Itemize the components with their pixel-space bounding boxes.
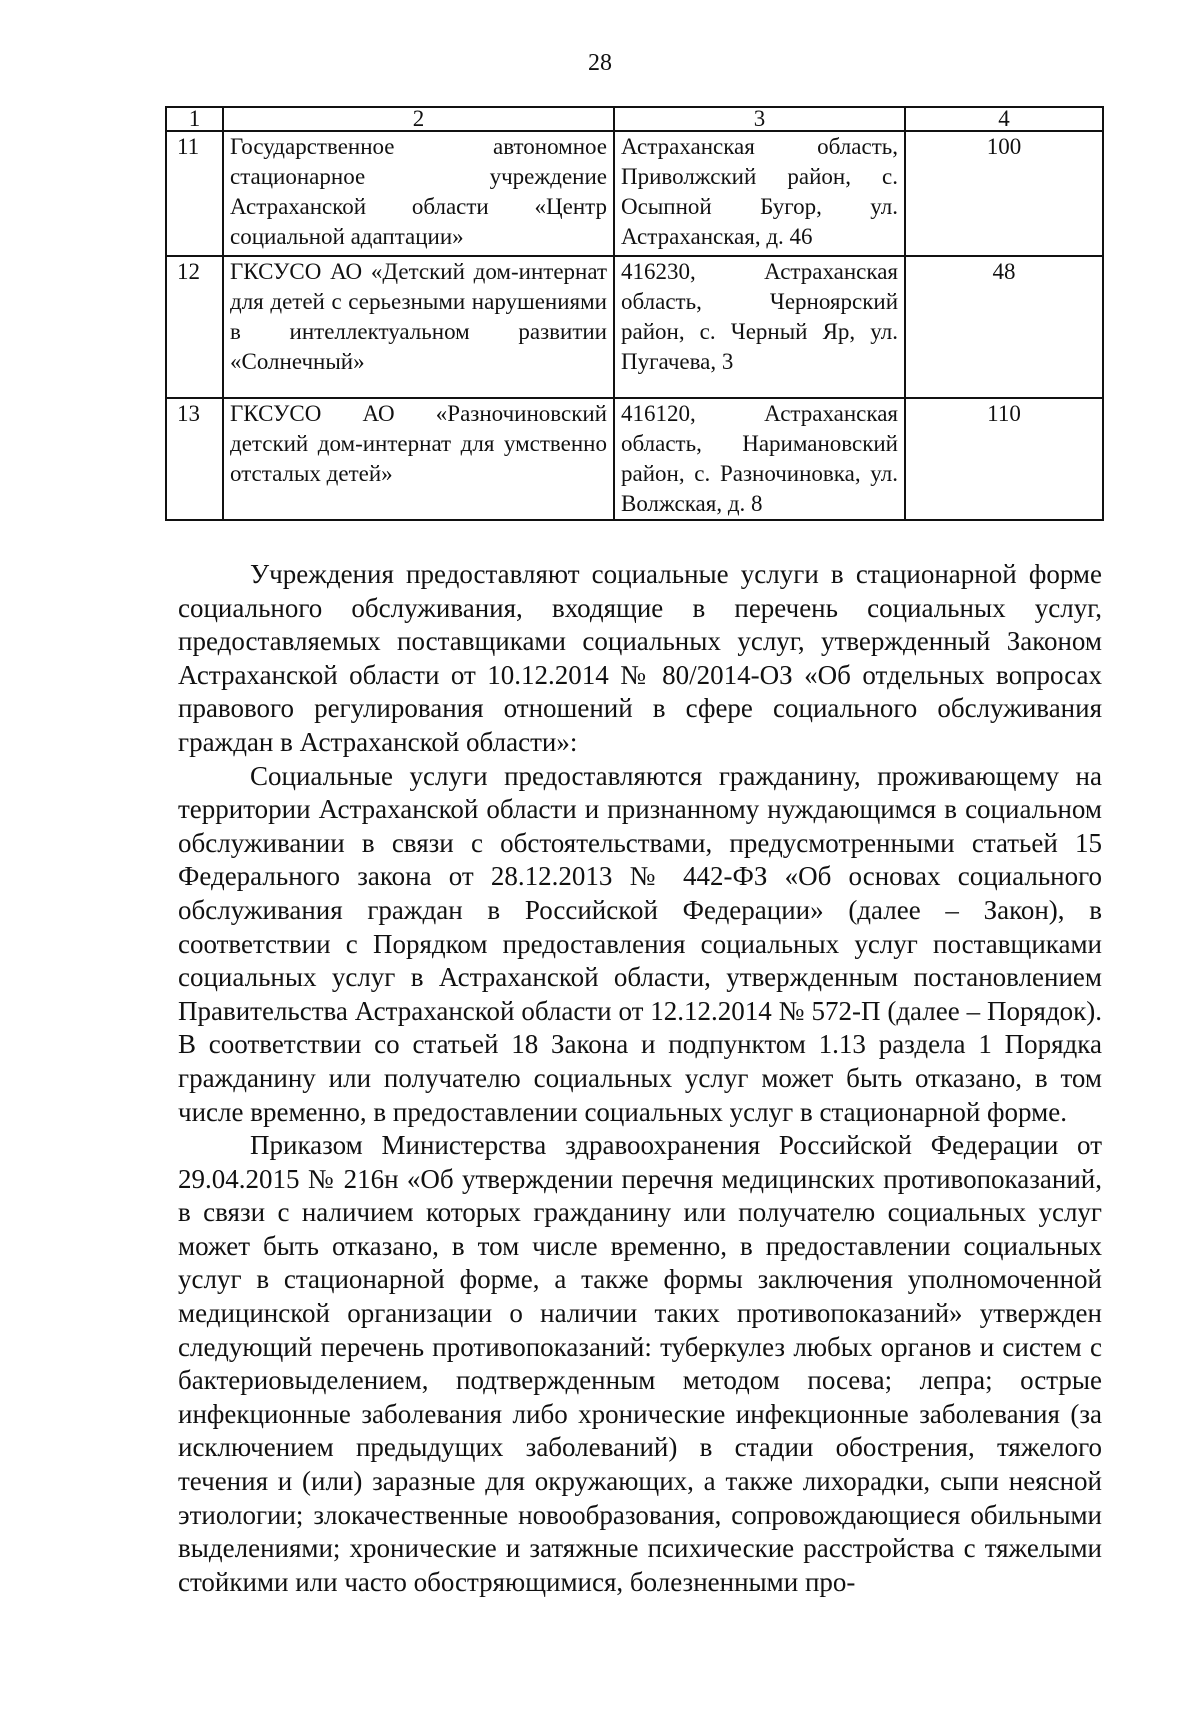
institution-capacity: 48 xyxy=(905,256,1103,398)
institution-address: 416120, Астраханская область, Наримановский район, с. Разночиновка, ул. Волжская, д. 8 xyxy=(614,398,905,520)
row-number: 12 xyxy=(166,256,223,398)
institution-capacity: 110 xyxy=(905,398,1103,520)
table-header-row xyxy=(166,107,1103,131)
institution-address: Астраханская область, Приволжский район, с. Осыпной Бугор, ул. Астраханская, д. 46 xyxy=(614,131,905,256)
institution-name: ГКСУСО АО «Детский дом-интернат для детей с серьезными нарушениями в интеллектуальном развитии «Солнечный» xyxy=(223,256,614,398)
row-number: 11 xyxy=(166,131,223,256)
paragraph: Социальные услуги предоставляются гражданину, проживающему на территории Астраханской области и признанному нуждающимся в социальном обслуживании в связи с обстоятельствами, предусмотренными статьей 15 Федерального закона от 28.12.2013 № 442-ФЗ «Об основах социального обслуживания граждан в Российской Федерации» (далее – Закон), в соответствии с Порядком предоставления социальных услуг поставщиками социальных услуг в Астраханской области, утвержденным постановлением Правительства Астраханской области от 12.12.2014 № 572-П (далее – Порядок). В соответствии со статьей 18 Закона и подпунктом 1.13 раздела 1 Порядка гражданину или получателю социальных услуг может быть отказано, в том числе временно, в предоставлении социальных услуг в стационарной форме. xyxy=(178,760,1102,1127)
institution-name: ГКСУСО АО «Разночиновский детский дом-интернат для умственно отсталых детей» xyxy=(223,398,614,520)
paragraph: Учреждения предоставляют социальные услуги в стационарной форме социального обслуживания, входящие в перечень социальных услуг, предоставляемых поставщиками социальных услуг, утвержденный Законом Астраханской области от 10.12.2014 № 80/2014-ОЗ «Об отдельных вопросах правового регулирования отношений в сфере социального обслуживания граждан в Астраханской области»: xyxy=(178,559,1102,757)
institution-capacity: 100 xyxy=(905,131,1103,256)
column-header-address: 3 xyxy=(614,107,905,131)
row-number: 13 xyxy=(166,398,223,520)
institution-address: 416230, Астраханская область, Черноярский район, с. Черный Яр, ул. Пугачева, 3 xyxy=(614,256,905,398)
body-text xyxy=(178,558,1102,1599)
institution-name: Государственное автономное стационарное учреждение Астраханской области «Центр социальной адаптации» xyxy=(223,131,614,256)
column-header-number: 1 xyxy=(166,107,223,131)
table-row xyxy=(166,398,1103,520)
paragraph: Приказом Министерства здравоохранения Российской Федерации от 29.04.2015 № 216н «Об утверждении перечня медицинских противопоказаний, в связи с наличием которых гражданину или получателю социальных услуг может быть отказано, в том числе временно, в предоставлении социальных услуг в стационарной форме, а также формы заключения уполномоченной медицинской организации о наличии таких противопоказаний» утвержден следующий перечень противопоказаний: туберкулез любых органов и систем с бактериовыделением, подтвержденным методом посева; лепра; острые инфекционные заболевания либо хронические инфекционные заболевания (за исключением предыдущих заболеваний) в стадии обострения, тяжелого течения и (или) заразные для окружающих, а также лихорадки, сыпи неясной этиологии; злокачественные новообразования, сопровождающиеся обильными выделениями; хронические и затяжные психические расстройства с тяжелыми стойкими или часто обостряющимися, болезненными про- xyxy=(178,1130,1102,1597)
institutions-table xyxy=(165,106,1104,521)
table-row xyxy=(166,131,1103,256)
table-row xyxy=(166,256,1103,398)
column-header-capacity: 4 xyxy=(905,107,1103,131)
column-header-name: 2 xyxy=(223,107,614,131)
page-number: 28 xyxy=(588,50,612,76)
